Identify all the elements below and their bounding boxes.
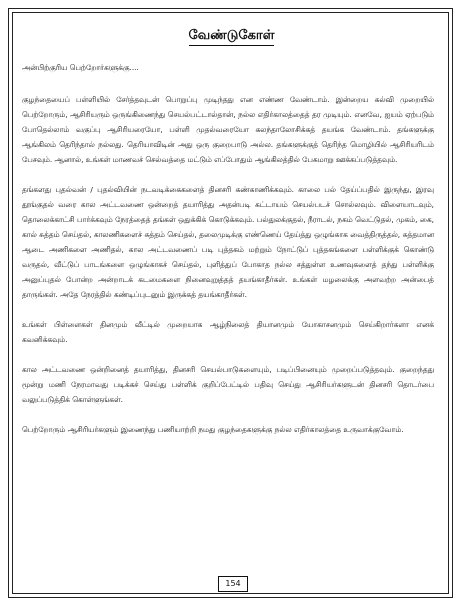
- paragraph-3: உங்கள் பிள்ளைகள் தினமும் வீட்டில் முறையாக ஆழ்நிலைத் தியானமும் யோகாசனமும் செய்கிறார்களா எனக் கவனிக்கவும்.: [22, 320, 434, 344]
- letter-body: [22, 60, 434, 452]
- paragraph-1: குழந்தையைப் பள்ளியில் சேர்த்தவுடன் பொறுப்பு முடிந்தது என எண்ண வேண்டாம். இன்றைய கல்வி முறையில் பெற்றோரும், ஆசிரியரும் ஒருங்கிணைந்து செயல்பட்டால்தான், நல்ல எதிர்காலத்தைத் தர முடியும். எனவே, ஐயம் ஏற்படும் போதெல்லாம் வகுப்பு ஆசிரியரையோ, பள்ளி முதல்வரையோ கலந்தாலோசிக்கத் தயங்க வேண்டாம். தங்களுக்கு ஆங்கிலம் தெரிந்தால் நல்லது. தெரியாவிடின் அது ஒரு குறைபாடு அல்ல. தங்களுக்குத் தெரிந்த மொழியில் ஆசிரியரிடம் பேசவும். ஆனால், உங்கள் மாணவச் செல்வத்தை மட்டும் எப்போதும் ஆங்கிலத்தில் பேசுமாறு ஊக்கப்படுத்தவும்.: [22, 95, 434, 164]
- page-number: 154: [218, 576, 248, 592]
- salutation: அன்பிற்குரிய பெற்றோர்களுக்கு....: [22, 63, 139, 72]
- title-container: [0, 24, 463, 46]
- paragraph-5: பெற்றோரும் ஆசிரியர்களும் இணைந்து பணியாற்றி நமது குழந்தைகளுக்கு நல்ல எதிர்காலத்தை உருவாக்குவோம்.: [22, 425, 404, 434]
- paragraph-4: கால அட்டவணை ஒன்றினைத் தயாரித்து, தினசரி செயல்பாடுகளையும், படிப்பினையும் முறைப்படுத்தவும். குறைந்தது மூன்று மணி நேரமாவது படிக்கச் செய்து பள்ளிக் குறிப்பேட்டில் பதிவு செய்து ஆசிரியர்களுடன் தினசரி தொடர்பை வலுப்படுத்திக் கொள்ளுங்கள்.: [22, 365, 434, 404]
- paragraph-2: தங்களது புதல்வன் / புதல்வியின் நடவடிக்கைகளைத் தினசரி கண்காணிக்கவும். காலை பல் தேய்ப்பதில் இருந்து, இரவு தூங்குதல் வரை கால அட்டவணை ஒன்றைத் தயாரித்து அதன்படி கட்டாயம் செயல்படச் சொல்லவும். விளையாடவும், தொலைக்காட்சி பார்க்கவும் நேரத்தைத் தங்கள் ஒதுக்கிக் கொடுக்கவும். பல்துலக்குதல், நீராடல், நகம் வெட்டுதல், முகம், கை, கால் சுத்தம் செய்தல், காலணிகளைச் சுத்தம் செய்தல், தலைமுடிக்கு எண்ணெய் தேய்த்து ஒழுங்காக வைத்திருத்தல், சுத்தமான ஆடை அணிகளை அணிதல், கால அட்டவணைப் படி புத்தகம் மற்றும் நோட்டுப் புத்தகங்களை பள்ளிக்குக் கொண்டு வருதல், வீட்டுப் பாடங்களை ஒழுங்காகச் செய்தல், புளித்துப் போகாத நல்ல சத்துள்ள உணவுகளைத் தந்து பள்ளிக்கு அனுப்புதல் போன்ற அன்றாடக் கடமைகளை நினைவுறுத்தத் தயங்காதீர்கள். உங்கள் மழலைக்கு அளவற்ற அன்பைத் தாருங்கள். அதே நேரத்தில் கண்டிப்புடனும் இருக்கத் தயங்காதீர்கள்.: [22, 185, 434, 299]
- page-title: வேண்டுகோள்: [189, 28, 275, 46]
